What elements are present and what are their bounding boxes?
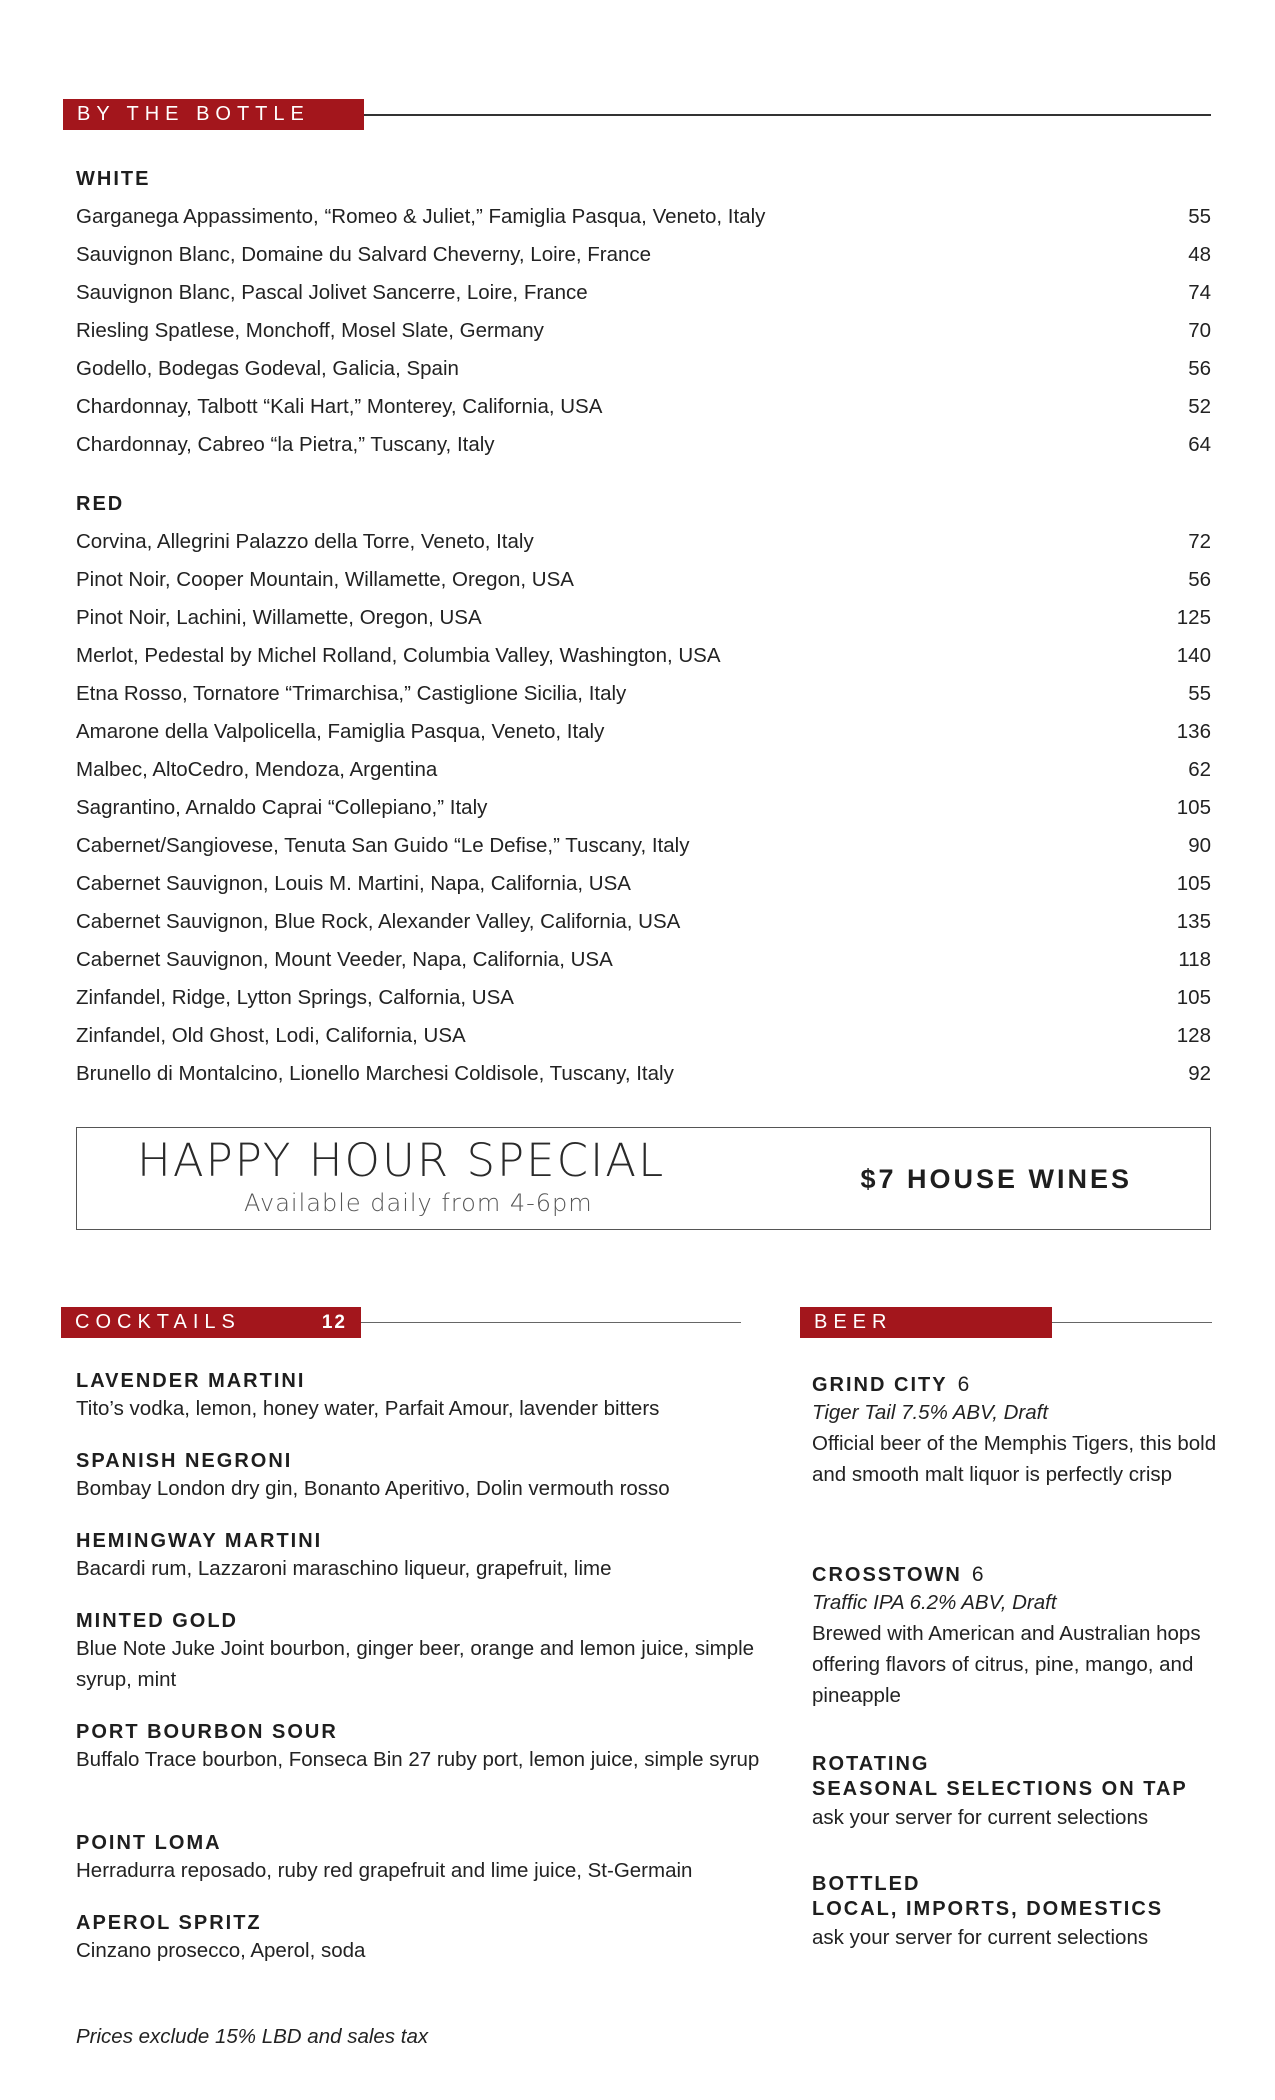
- wine-price: 105: [1176, 872, 1211, 895]
- wine-row: [76, 637, 1211, 675]
- cocktail-item: [76, 1721, 766, 1775]
- cocktail-item: [76, 1530, 766, 1584]
- bottled-desc: ask your server for current selections: [812, 1926, 1149, 1949]
- wine-row: [76, 827, 1211, 865]
- wine-row: [76, 599, 1211, 637]
- wine-name: Sauvignon Blanc, Domaine du Salvard Cheverny, Loire, France: [76, 243, 652, 266]
- wine-price: 105: [1176, 986, 1211, 1009]
- wine-row: [76, 751, 1211, 789]
- beer-rotating: [812, 1752, 1232, 1833]
- white-wine-list: [76, 198, 1211, 464]
- wine-name: Zinfandel, Old Ghost, Lodi, California, USA: [76, 1024, 466, 1047]
- section-label: COCKTAILS: [75, 1311, 241, 1333]
- wine-name: Chardonnay, Cabreo “la Pietra,” Tuscany, Italy: [76, 433, 495, 456]
- cocktail-name: PORT BOURBON SOUR: [76, 1721, 338, 1743]
- beer-header: [800, 1307, 1052, 1338]
- beer-price: 6: [957, 1373, 970, 1396]
- wine-row: [76, 523, 1211, 561]
- cocktail-desc: Bombay London dry gin, Bonanto Aperitivo, Dolin vermouth rosso: [76, 1477, 670, 1500]
- wine-name: Sagrantino, Arnaldo Caprai “Collepiano,” Italy: [76, 796, 488, 819]
- rotating-heading-2: SEASONAL SELECTIONS ON TAP: [812, 1778, 1188, 1800]
- cocktail-desc: Bacardi rum, Lazzaroni maraschino liqueur, grapefruit, lime: [76, 1557, 612, 1580]
- wine-row: [76, 865, 1211, 903]
- wine-row: [76, 789, 1211, 827]
- happy-hour-subtitle: Available daily from 4-6pm: [244, 1189, 593, 1217]
- wine-name: Garganega Appassimento, “Romeo & Juliet,” Famiglia Pasqua, Veneto, Italy: [76, 205, 766, 228]
- wine-name: Zinfandel, Ridge, Lytton Springs, Calfornia, USA: [76, 986, 514, 1009]
- wine-name: Godello, Bodegas Godeval, Galicia, Spain: [76, 357, 459, 380]
- bottled-heading-2: LOCAL, IMPORTS, DOMESTICS: [812, 1898, 1164, 1920]
- wine-name: Brunello di Montalcino, Lionello Marchesi Coldisole, Tuscany, Italy: [76, 1062, 674, 1085]
- wine-row: [76, 236, 1211, 274]
- wine-price: 128: [1176, 1024, 1211, 1047]
- wine-row: [76, 312, 1211, 350]
- section-divider: [364, 114, 1211, 116]
- beer-name: CROSSTOWN: [812, 1564, 962, 1586]
- happy-hour-title: HAPPY HOUR SPECIAL: [137, 1134, 666, 1187]
- cocktail-name: POINT LOMA: [76, 1832, 222, 1854]
- wine-row: [76, 426, 1211, 464]
- wine-row: [76, 1055, 1211, 1093]
- wine-name: Cabernet Sauvignon, Blue Rock, Alexander Valley, California, USA: [76, 910, 681, 933]
- wine-price: 135: [1176, 910, 1211, 933]
- wine-row: [76, 388, 1211, 426]
- wine-name: Etna Rosso, Tornatore “Trimarchisa,” Castiglione Sicilia, Italy: [76, 682, 627, 705]
- section-divider: [1052, 1322, 1212, 1323]
- beer-item: [812, 1373, 1232, 1490]
- section-label: BY THE BOTTLE: [77, 103, 310, 125]
- wine-price: 125: [1176, 606, 1211, 629]
- wine-price: 136: [1176, 720, 1211, 743]
- beer-desc: Brewed with American and Australian hops offering flavors of citrus, pine, mango, and pineapple: [812, 1622, 1201, 1707]
- beer-style: Tiger Tail 7.5% ABV, Draft: [812, 1401, 1049, 1424]
- wine-name: Amarone della Valpolicella, Famiglia Pasqua, Veneto, Italy: [76, 720, 605, 743]
- beer-bottled: [812, 1872, 1232, 1953]
- wine-price: 92: [1188, 1062, 1211, 1085]
- beer-name-line: [812, 1373, 1232, 1397]
- wine-name: Pinot Noir, Cooper Mountain, Willamette, Oregon, USA: [76, 568, 574, 591]
- wine-price: 74: [1188, 281, 1211, 304]
- cocktail-name: LAVENDER MARTINI: [76, 1370, 306, 1392]
- cocktail-item: [76, 1610, 766, 1695]
- wine-row: [76, 561, 1211, 599]
- cocktail-name: SPANISH NEGRONI: [76, 1450, 293, 1472]
- cocktails-price: 12: [321, 1312, 347, 1333]
- cocktail-name: APEROL SPRITZ: [76, 1912, 262, 1934]
- wine-price: 56: [1188, 357, 1211, 380]
- wine-name: Riesling Spatlese, Monchoff, Mosel Slate, Germany: [76, 319, 544, 342]
- wine-price: 55: [1188, 682, 1211, 705]
- wine-name: Chardonnay, Talbott “Kali Hart,” Monterey, California, USA: [76, 395, 603, 418]
- wine-price: 56: [1188, 568, 1211, 591]
- beer-style: Traffic IPA 6.2% ABV, Draft: [812, 1591, 1057, 1614]
- red-heading: RED: [76, 493, 125, 515]
- wine-row: [76, 675, 1211, 713]
- beer-desc: Official beer of the Memphis Tigers, this bold and smooth malt liquor is perfectly crisp: [812, 1432, 1217, 1486]
- wine-price: 105: [1176, 796, 1211, 819]
- cocktail-item: [76, 1370, 766, 1424]
- wine-price: 72: [1188, 530, 1211, 553]
- wine-price: 140: [1176, 644, 1211, 667]
- beer-name-line: [812, 1563, 1232, 1587]
- wine-row: [76, 941, 1211, 979]
- wine-name: Merlot, Pedestal by Michel Rolland, Columbia Valley, Washington, USA: [76, 644, 721, 667]
- rotating-heading-1: ROTATING: [812, 1753, 930, 1775]
- section-label: BEER: [814, 1311, 893, 1333]
- wine-name: Malbec, AltoCedro, Mendoza, Argentina: [76, 758, 438, 781]
- wine-name: Cabernet Sauvignon, Mount Veeder, Napa, California, USA: [76, 948, 613, 971]
- cocktail-desc: Herradurra reposado, ruby red grapefruit and lime juice, St-Germain: [76, 1859, 693, 1882]
- wine-name: Cabernet Sauvignon, Louis M. Martini, Napa, California, USA: [76, 872, 631, 895]
- wine-name: Pinot Noir, Lachini, Willamette, Oregon, USA: [76, 606, 482, 629]
- wine-row: [76, 903, 1211, 941]
- wine-row: [76, 274, 1211, 312]
- wine-price: 62: [1188, 758, 1211, 781]
- wine-name: Corvina, Allegrini Palazzo della Torre, Veneto, Italy: [76, 530, 534, 553]
- bottled-heading-1: BOTTLED: [812, 1873, 921, 1895]
- wine-price: 48: [1188, 243, 1211, 266]
- white-heading: WHITE: [76, 168, 151, 190]
- price-footnote: Prices exclude 15% LBD and sales tax: [76, 2025, 429, 2048]
- wine-price: 52: [1188, 395, 1211, 418]
- beer-name: GRIND CITY: [812, 1374, 948, 1396]
- wine-price: 70: [1188, 319, 1211, 342]
- cocktail-name: HEMINGWAY MARTINI: [76, 1530, 323, 1552]
- cocktail-desc: Buffalo Trace bourbon, Fonseca Bin 27 ruby port, lemon juice, simple syrup: [76, 1748, 760, 1771]
- red-wine-list: [76, 523, 1211, 1093]
- cocktails-header: [61, 1307, 361, 1338]
- wine-row: [76, 713, 1211, 751]
- wine-price: 118: [1178, 948, 1211, 971]
- cocktail-name: MINTED GOLD: [76, 1610, 238, 1632]
- wine-price: 64: [1188, 433, 1211, 456]
- by-the-bottle-header: [63, 99, 364, 130]
- cocktail-desc: Cinzano prosecco, Aperol, soda: [76, 1939, 366, 1962]
- happy-hour-offer: $7 HOUSE WINES: [860, 1164, 1132, 1194]
- wine-name: Sauvignon Blanc, Pascal Jolivet Sancerre, Loire, France: [76, 281, 588, 304]
- wine-row: [76, 979, 1211, 1017]
- beer-item: [812, 1563, 1232, 1711]
- cocktail-desc: Blue Note Juke Joint bourbon, ginger beer, orange and lemon juice, simple syrup, mint: [76, 1637, 755, 1691]
- cocktail-item: [76, 1912, 766, 1966]
- wine-price: 55: [1188, 205, 1211, 228]
- happy-hour-box: [76, 1127, 1211, 1230]
- wine-row: [76, 1017, 1211, 1055]
- wine-name: Cabernet/Sangiovese, Tenuta San Guido “Le Defise,” Tuscany, Italy: [76, 834, 690, 857]
- wine-row: [76, 198, 1211, 236]
- rotating-desc: ask your server for current selections: [812, 1806, 1149, 1829]
- wine-row: [76, 350, 1211, 388]
- cocktail-desc: Tito’s vodka, lemon, honey water, Parfait Amour, lavender bitters: [76, 1397, 660, 1420]
- beer-price: 6: [971, 1563, 984, 1586]
- cocktail-item: [76, 1450, 766, 1504]
- cocktail-item: [76, 1832, 766, 1886]
- wine-price: 90: [1188, 834, 1211, 857]
- section-divider: [361, 1322, 741, 1323]
